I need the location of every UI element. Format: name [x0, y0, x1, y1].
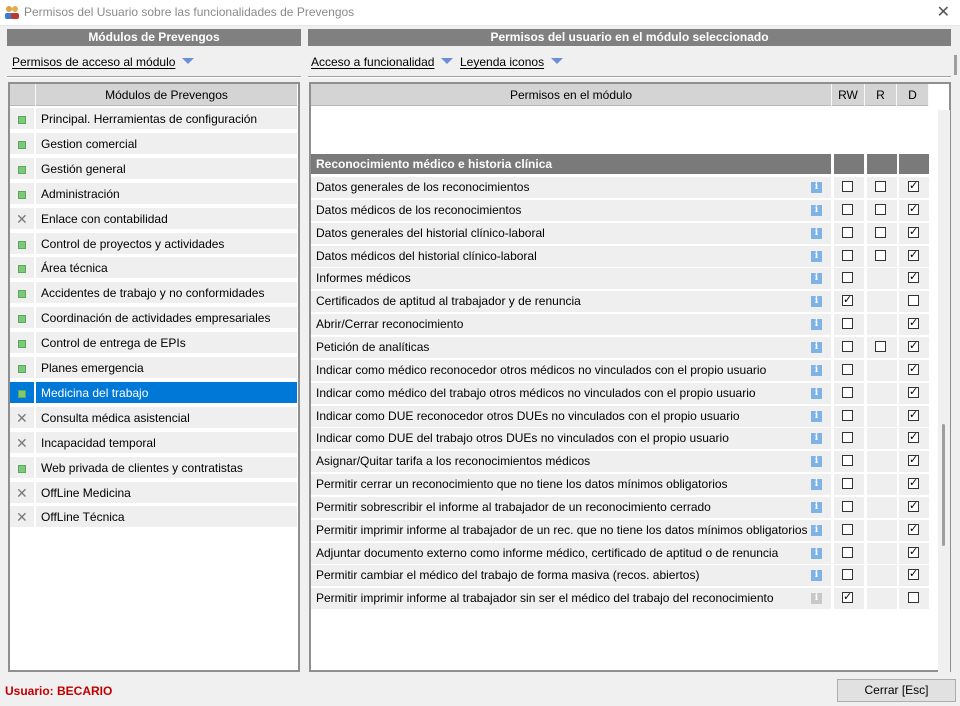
checkbox-d[interactable]: ✓ [909, 408, 919, 421]
permission-row [311, 588, 929, 611]
enabled-square-icon [18, 465, 26, 473]
checkbox-rw[interactable] [842, 318, 853, 329]
divider [7, 76, 301, 78]
permission-label: Permitir sobrescribir el informe al trabajador de un reconocimiento cerrado [311, 497, 831, 518]
permission-label: Indicar como DUE del trabajo otros DUEs no vinculados con el propio usuario [311, 428, 831, 449]
permission-label: Permitir imprimir informe al trabajador sin ser el médico del trabajo del reconocimiento [311, 588, 831, 609]
info-icon[interactable]: i [811, 319, 822, 330]
permission-row [311, 383, 929, 406]
enabled-square-icon [18, 265, 26, 273]
permission-cell-r [867, 451, 897, 472]
checkbox-rw[interactable] [842, 478, 853, 489]
permission-label: Informes médicos [311, 268, 831, 289]
permission-cell-r [867, 291, 897, 312]
checkbox-rw[interactable] [842, 410, 853, 421]
checkbox-rw[interactable] [842, 455, 853, 466]
permission-label: Datos médicos de los reconocimientos [311, 200, 831, 221]
module-row[interactable] [10, 457, 297, 480]
checkbox-r[interactable] [875, 181, 886, 192]
module-status-indicator [10, 432, 36, 455]
checkbox-rw[interactable] [842, 227, 853, 238]
modules-grid-header-label: Módulos de Prevengos [105, 88, 228, 102]
permission-label: Permitir imprimir informe al trabajador de un rec. que no tiene los datos mínimos obligatorios [311, 520, 831, 541]
permission-label: Indicar como médico del trabajo otros médicos no vinculados con el propio usuario [311, 383, 831, 404]
checkbox-d[interactable] [908, 295, 919, 306]
scrollbar-thumb[interactable] [954, 55, 957, 75]
permission-label: Adjuntar documento externo como informe médico, certificado de aptitud o de renuncia [311, 543, 831, 564]
checkbox-d[interactable]: ✓ [909, 431, 919, 444]
enabled-square-icon [18, 340, 26, 348]
checkbox-rw[interactable]: ✓ [843, 294, 853, 307]
module-row[interactable] [10, 506, 297, 529]
module-status-indicator [10, 158, 36, 181]
checkbox-r[interactable] [875, 250, 886, 261]
group-cell-rw [834, 154, 864, 174]
module-status-indicator [10, 257, 36, 280]
chevron-down-icon [551, 58, 563, 64]
permission-cell-r [867, 268, 897, 289]
column-header-d: D [897, 84, 929, 106]
checkbox-d[interactable]: ✓ [909, 271, 919, 284]
checkbox-d[interactable]: ✓ [909, 317, 919, 330]
chevron-down-icon [182, 58, 194, 64]
module-label: Consulta médica asistencial [41, 410, 190, 425]
checkbox-r[interactable] [875, 227, 886, 238]
module-row[interactable] [10, 208, 297, 231]
module-row[interactable] [10, 183, 297, 206]
functionality-access-dropdown[interactable] [311, 55, 453, 69]
module-access-label: Permisos de acceso al módulo [12, 55, 176, 69]
checkbox-r[interactable] [875, 341, 886, 352]
checkbox-rw[interactable] [842, 204, 853, 215]
module-label: Enlace con contabilidad [41, 211, 168, 226]
checkbox-r[interactable] [875, 204, 886, 215]
checkbox-d[interactable]: ✓ [909, 545, 919, 558]
checkbox-rw[interactable] [842, 569, 853, 580]
column-header-r: R [865, 84, 897, 106]
checkbox-d[interactable]: ✓ [909, 522, 919, 535]
module-label: Accidentes de trabajo y no conformidades [41, 286, 265, 301]
info-icon[interactable]: i [811, 433, 822, 444]
module-label: OffLine Medicina [41, 485, 131, 500]
info-icon[interactable]: i [811, 205, 822, 216]
info-icon[interactable]: i [811, 365, 822, 376]
modules-grid [8, 82, 300, 672]
module-label: Área técnica [41, 261, 108, 276]
enabled-square-icon [18, 365, 26, 373]
info-icon[interactable]: i [811, 502, 822, 513]
column-header-permission: Permisos en el módulo [311, 84, 832, 106]
module-label: Medicina del trabajo [41, 385, 149, 400]
checkbox-rw[interactable]: ✓ [843, 591, 853, 604]
permission-row [311, 451, 929, 474]
checkbox-d[interactable]: ✓ [909, 477, 919, 490]
checkbox-rw[interactable] [842, 364, 853, 375]
permission-row [311, 565, 929, 588]
disabled-x-icon: ✕ [16, 509, 28, 526]
info-icon[interactable]: i [811, 456, 822, 467]
permission-row [311, 474, 929, 497]
icon-legend-dropdown[interactable] [460, 55, 563, 69]
checkbox-rw[interactable] [842, 432, 853, 443]
module-status-indicator [10, 407, 36, 430]
module-label: Coordinación de actividades empresariales [41, 311, 271, 326]
permission-group-title: Reconocimiento médico e historia clínica [311, 154, 831, 174]
checkbox-d[interactable]: ✓ [909, 225, 919, 238]
module-row[interactable] [10, 382, 297, 405]
title-bar [0, 0, 960, 26]
users-icon [4, 4, 20, 20]
disabled-x-icon: ✕ [16, 409, 28, 426]
group-cell-r [867, 154, 897, 174]
module-label: Web privada de clientes y contratistas [41, 460, 243, 475]
enabled-square-icon [18, 141, 26, 149]
info-icon[interactable]: i [811, 479, 822, 490]
checkbox-rw[interactable] [842, 547, 853, 558]
enabled-square-icon [18, 290, 26, 298]
permission-row [311, 360, 929, 383]
module-label: Administración [41, 186, 120, 201]
module-row[interactable] [10, 307, 297, 330]
module-status-indicator [10, 208, 36, 231]
module-row[interactable] [10, 282, 297, 305]
checkbox-rw[interactable] [842, 181, 853, 192]
permission-cell-r [867, 520, 897, 541]
module-status-indicator [10, 332, 36, 355]
module-row[interactable] [10, 357, 297, 380]
module-access-dropdown[interactable] [12, 55, 194, 69]
checkbox-rw[interactable] [842, 250, 853, 261]
checkbox-d[interactable]: ✓ [909, 248, 919, 261]
module-label: Gestión general [41, 161, 126, 176]
modules-section-header: Módulos de Prevengos [7, 29, 301, 46]
module-status-indicator [10, 357, 36, 380]
info-icon[interactable]: i [811, 251, 822, 262]
permission-row [311, 543, 929, 566]
permission-label: Asignar/Quitar tarifa a los reconocimientos médicos [311, 451, 831, 472]
module-label: Principal. Herramientas de configuración [41, 112, 258, 126]
permission-label: Petición de analíticas [311, 337, 831, 358]
disabled-x-icon: ✕ [16, 484, 28, 501]
module-label: Control de entrega de EPIs [41, 336, 186, 351]
permission-row [311, 223, 929, 246]
permission-label: Datos generales de los reconocimientos [311, 177, 831, 198]
functionality-access-label: Acceso a funcionalidad [311, 55, 435, 69]
divider [308, 76, 951, 78]
module-status-indicator [10, 108, 36, 131]
permission-row [311, 428, 929, 451]
group-cell-d [899, 154, 929, 174]
permission-row [311, 337, 929, 360]
icon-legend-label: Leyenda iconos [460, 55, 545, 69]
info-icon[interactable]: i [811, 182, 822, 193]
permission-label: Indicar como DUE reconocedor otros DUEs no vinculados con el propio usuario [311, 406, 831, 427]
checkbox-rw[interactable] [842, 272, 853, 283]
permissions-scrollbar[interactable] [938, 110, 950, 697]
info-icon[interactable]: i [811, 388, 822, 399]
permission-row [311, 314, 929, 337]
checkbox-d[interactable] [908, 592, 919, 603]
permission-group-row [311, 154, 929, 174]
module-status-indicator [10, 307, 36, 330]
info-icon[interactable]: i [811, 548, 822, 559]
permission-row [311, 406, 929, 429]
checkbox-d[interactable]: ✓ [909, 499, 919, 512]
scrollbar-thumb[interactable] [942, 424, 945, 546]
module-row[interactable] [10, 158, 297, 181]
permission-cell-r [867, 314, 897, 335]
window-scrollbar[interactable] [951, 39, 960, 681]
permission-row [311, 200, 929, 223]
permission-row [311, 497, 929, 520]
module-status-indicator [10, 133, 36, 156]
permission-label: Permitir cerrar un reconocimiento que no tiene los datos mínimos obligatorios [311, 474, 831, 495]
permission-row [311, 246, 929, 269]
checkbox-rw[interactable] [842, 524, 853, 535]
module-label: Incapacidad temporal [41, 435, 156, 450]
permission-label: Datos generales del historial clínico-laboral [311, 223, 831, 244]
module-status-indicator [10, 382, 36, 405]
module-label: Control de proyectos y actividades [41, 236, 225, 251]
module-label: Gestion comercial [41, 136, 138, 151]
module-row[interactable] [10, 133, 297, 156]
permission-cell-r [867, 428, 897, 449]
info-icon[interactable]: i [811, 228, 822, 239]
module-row[interactable] [10, 432, 297, 455]
modules-grid-header [10, 84, 297, 106]
close-button[interactable]: Cerrar [Esc] [837, 679, 956, 702]
permission-cell-r [867, 497, 897, 518]
module-status-indicator [10, 282, 36, 305]
module-status-indicator [10, 506, 36, 529]
info-icon[interactable]: i [811, 273, 822, 284]
permission-row [311, 268, 929, 291]
permission-row [311, 520, 929, 543]
enabled-square-icon [18, 390, 26, 398]
column-header-rw: RW [832, 84, 865, 106]
checkbox-d[interactable]: ✓ [909, 180, 919, 192]
module-label: OffLine Técnica [41, 510, 125, 525]
permissions-grid-header [311, 84, 929, 106]
permissions-grid [309, 82, 951, 672]
module-row[interactable] [10, 233, 297, 256]
disabled-x-icon: ✕ [16, 210, 28, 227]
module-status-indicator [10, 457, 36, 480]
checkbox-d[interactable]: ✓ [909, 362, 919, 375]
grid-corner [10, 84, 36, 106]
permission-label: Certificados de aptitud al trabajador y de renuncia [311, 291, 831, 312]
checkbox-d[interactable]: ✓ [909, 454, 919, 467]
permission-row [311, 177, 929, 200]
main-window [0, 26, 960, 706]
permission-row [311, 291, 929, 314]
info-icon[interactable]: i [811, 342, 822, 353]
permissions-section-header: Permisos del usuario en el módulo seleccionado [308, 29, 951, 46]
module-status-indicator [10, 183, 36, 206]
module-label: Planes emergencia [41, 361, 144, 375]
checkbox-d[interactable]: ✓ [909, 385, 919, 398]
permission-cell-r [867, 383, 897, 404]
permission-cell-r [867, 360, 897, 381]
permission-cell-r [867, 406, 897, 427]
info-icon[interactable]: i [811, 296, 822, 307]
close-icon[interactable]: ✕ [936, 4, 950, 21]
module-row[interactable] [10, 332, 297, 355]
info-icon[interactable]: i [811, 570, 822, 581]
permission-label: Datos médicos del historial clínico-laboral [311, 246, 831, 267]
enabled-square-icon [18, 166, 26, 174]
checkbox-d[interactable]: ✓ [909, 202, 919, 215]
window-title: Permisos del Usuario sobre las funcionalidades de Prevengos [24, 5, 355, 19]
info-icon[interactable]: i [811, 525, 822, 536]
enabled-square-icon [18, 191, 26, 199]
permission-label: Abrir/Cerrar reconocimiento [311, 314, 831, 335]
checkbox-d[interactable]: ✓ [909, 568, 919, 581]
permission-label: Permitir cambiar el médico del trabajo de forma masiva (recos. abiertos) [311, 565, 831, 586]
module-row[interactable] [10, 108, 297, 131]
checkbox-rw[interactable] [842, 341, 853, 352]
disabled-x-icon: ✕ [16, 434, 28, 451]
permission-cell-r [867, 565, 897, 586]
chevron-down-icon [441, 58, 453, 64]
module-row[interactable] [10, 257, 297, 280]
checkbox-d[interactable]: ✓ [909, 339, 919, 352]
checkbox-rw[interactable] [842, 387, 853, 398]
module-row[interactable] [10, 407, 297, 430]
info-icon[interactable]: i [811, 411, 822, 422]
checkbox-rw[interactable] [842, 501, 853, 512]
info-icon[interactable]: i [811, 593, 822, 604]
module-status-indicator [10, 233, 36, 256]
enabled-square-icon [18, 315, 26, 323]
permission-cell-r [867, 543, 897, 564]
current-user-label: Usuario: BECARIO [5, 684, 113, 698]
module-status-indicator [10, 482, 36, 505]
module-row[interactable] [10, 482, 297, 505]
permission-cell-r [867, 588, 897, 609]
enabled-square-icon [18, 241, 26, 249]
permission-cell-r [867, 474, 897, 495]
enabled-square-icon [18, 116, 26, 124]
permission-label: Indicar como médico reconocedor otros médicos no vinculados con el propio usuario [311, 360, 831, 381]
